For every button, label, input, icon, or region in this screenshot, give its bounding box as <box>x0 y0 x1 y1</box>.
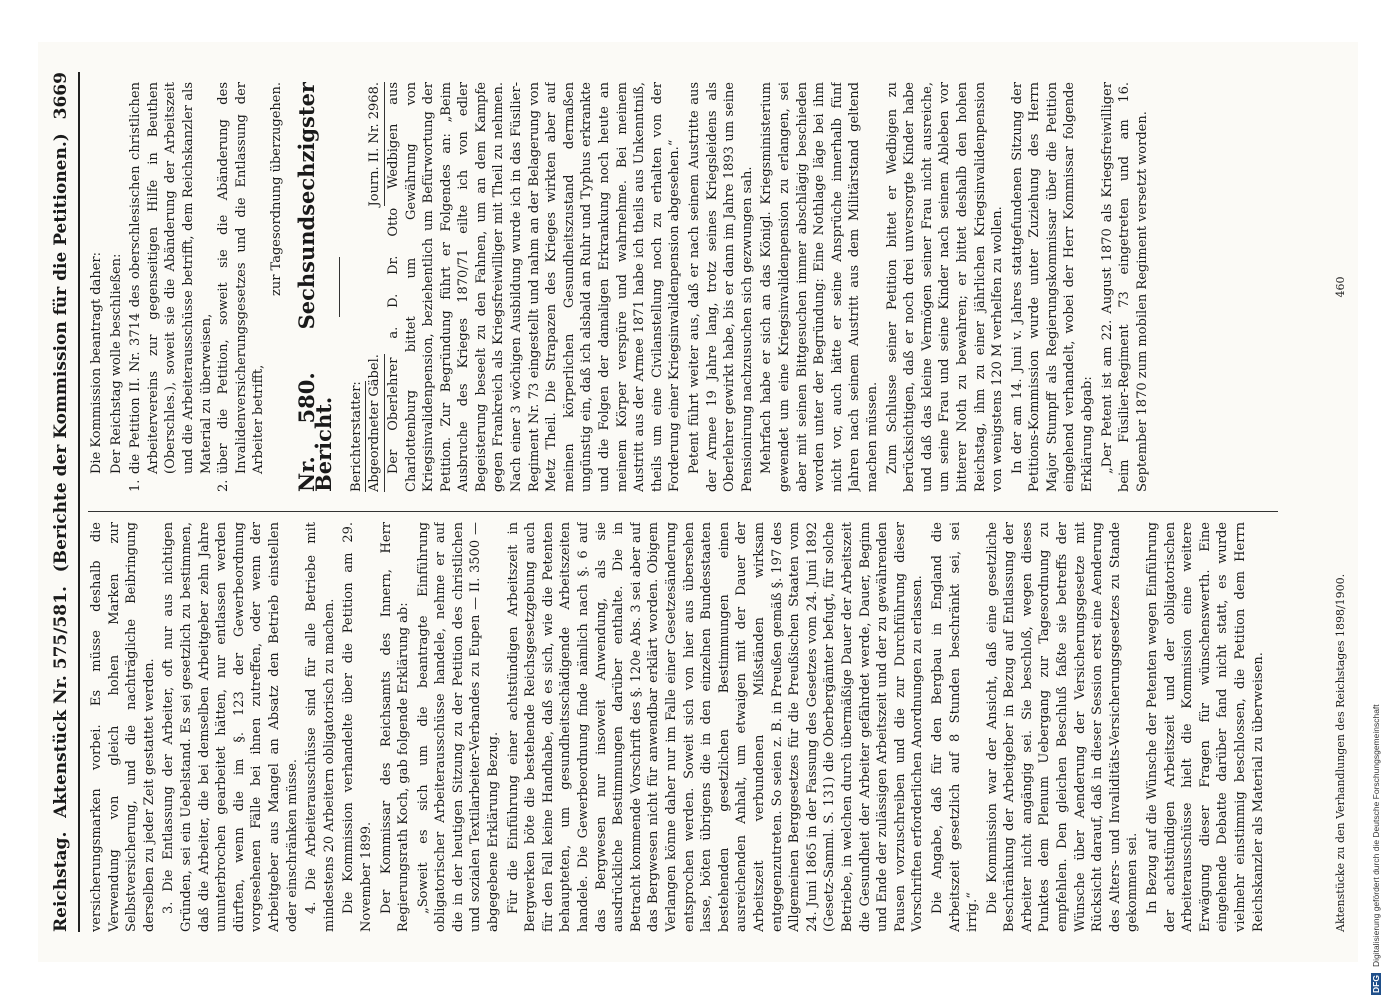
right-paragraph: Der Oberlehrer a. D. Dr. Otto Wedbigen aus Charlottenburg bittet um Gewährung von Kriegsinvalidenpension, beziehentlich um Befürwortung der Petition. Zur Begründung führt er Folgendes an: „Beim Ausbruche des Krieges 1870/71 eilte ich von edler Begeisterung beseelt zu den Fahnen, um an dem Kampfe gegen Frankreich als Kriegsfreiwilliger mit Theil zu nehmen. Nach einer 3 wöchigen Ausbildung wurde ich in das Füsilier-Regiment Nr. 73 eingestellt und nahm an der Belagerung von Metz Theil. Die Strapazen des Krieges wirkten aber auf meinen körperlichen Gesundheitszustand dermaßen ungünstig ein, daß ich alsbald an Ruhr und Typhus erkrankte und die Folgen der damaligen Erkrankung noch heute an meinem Körper verspüre und wahrnehme. Bei meinem Austritt aus der Armee 1871 habe ich theils aus Unkenntniß, theils um eine Civilanstellung noch zu erhalten von der Forderung einer Kriegsinvalidenpension abgesehen.“ <box>385 82 683 492</box>
reporter-label: Berichterstatter: <box>348 381 367 492</box>
left-paragraph: Der Kommissar des Reichsamts des Innern, Herr Regierungsrath Koch, gab folgende Erklärung ab: <box>378 522 412 932</box>
motion-item <box>127 82 215 492</box>
right-paragraph: Mehrfach habe er sich an das Königl. Kriegsministerium gewendet um eine Kriegsinvalidenpension zu erlangen, sei aber mit seinen Bittgesuchen immer abschlägig beschieden worden unter der Begründung: Eine Nothlage läge bei ihm nicht vor, auch hätte er seine Ansprüche innerhalb fünf Jahren nach seinem Austritt aus dem Militärstand geltend machen müssen. <box>759 82 880 492</box>
motion-number: 1. <box>128 479 144 492</box>
section-title: Sechsundsechzigster Bericht. <box>293 82 337 492</box>
scanned-page <box>38 42 1358 962</box>
right-column <box>88 82 1308 492</box>
header-rule <box>78 72 80 932</box>
header-center: Aktenstück Nr. 575/581. <box>51 586 71 818</box>
motion-text: die Petition II. Nr. 3714 des oberschlesischen christlichen Arbeitervereins zur gegenseitigen Hilfe in Beuthen (Oberschles.), soweit sie die Abänderung der Arbeitszeit und die Arbeiterausschüsse betrifft, dem Reichskanzler als Material zu überweisen, <box>128 82 214 474</box>
left-paragraph: 3. Die Entlassung der Arbeiter, oft nur aus nichtigen Gründen, sei ein Uebelstand. Es sei gesetzlich zu bestimmen, daß die Arbeiter, die bei demselben Arbeitgeber zehn Jahre ununterbrochen gearbeitet hätten, nur entlassen werden dürften, wenn die im §. 123 der Gewerbeordnung vorgesehenen Fälle bei ihnen zutreffen, oder wenn der Arbeitgeber aus Mangel an Absatz den Betrieb einstellen oder einschränken müsse. <box>161 522 300 932</box>
section-number: Nr. 580. <box>293 372 319 492</box>
header-right: (Berichte der Kommission für die Petitionen.) <box>51 133 71 573</box>
commission-intro: Die Kommission beantragt daher: <box>89 252 104 474</box>
left-paragraph: „Soweit es sich um die beantragte Einführung obligatorischer Arbeiterausschüsse handele, nehme er auf die in der heutigen Sitzung zu der Petition des christlichen und sozialen Textilarbeiter-Verbandes zu Eupen — II. 3500 — abgegebene Erklärung Bezug. <box>415 522 502 932</box>
reporter-name: Abgeordneter Gäbel. <box>366 354 385 492</box>
right-paragraph: In der am 14. Juni v. Jahres stattgefundenen Sitzung der Petitions-Kommission wurde unter Zuziehung des Herrn Major Stumpff als Regierungskommissar über die Petition eingehend verhandelt, wobei der Herr Kommissar folgende Erklärung abgab: <box>1009 82 1096 492</box>
header-page-number: 3669 <box>51 72 71 120</box>
left-paragraph: versicherungsmarken vorbei. Es müsse deshalb die Verwendung von gleich hohen Marken zur Selbstversicherung, und die nachträgliche Beibringung derselben zu jeder Zeit gestattet werden. <box>89 522 157 932</box>
motion-text: über die Petition, soweit sie die Abänderung des Invalidenversicherungsgesetzes und die Entlassung der Arbeiter betrifft, <box>216 82 267 474</box>
left-paragraph: Die Kommission verhandelte über die Petition am 29. November 1899. <box>341 522 374 932</box>
motion-number: 2. <box>216 479 232 492</box>
left-paragraph: 4. Die Arbeiterausschüsse sind für alle Betriebe mit mindestens 20 Arbeitern obligatorisch zu machen. <box>304 522 337 932</box>
page-signature: Aktenstücke zu den Verhandlungen des Reichstages 1898/1900. <box>1334 573 1347 932</box>
digitization-note <box>1371 10 1383 995</box>
page-header <box>48 72 74 932</box>
reporter-row <box>366 82 385 492</box>
right-paragraph: Zum Schlusse seiner Petition bittet er Wedbigen zu berücksichtigen, daß er noch drei unversorgte Kinder habe und daß das kleine Vermögen seiner Frau nicht ausreiche, um seine Frau und seine Kinder nach seinem Ableben vor bitterer Noth zu bewahren; er bittet deshalb den hohen Reichstag, ihm zu einer jährlichen Kriegsinvalidenpension von wenigstens 120 M verhelfen zu wollen. <box>884 82 1006 492</box>
rotated-document-page <box>38 42 1358 962</box>
folio-number: 460 <box>1334 276 1347 298</box>
funding-statement: Digitalisierung gefördert durch die Deutsche Forschungsgemeinschaft <box>1371 704 1381 968</box>
right-paragraph: Petent führt weiter aus, daß er nach seinem Austritte aus der Armee 19 Jahre lang, trotz seines Kriegsleidens als Oberlehrer gewirkt habe, bis er dann im Jahre 1893 um seine Pensionirung nachzusuchen sich gezwungen sah. <box>687 82 755 492</box>
heading-rule <box>339 257 340 317</box>
column-divider <box>88 511 1278 512</box>
journal-number: Journ. II. Nr. 2968. <box>366 82 385 206</box>
reporter-row <box>348 82 367 492</box>
dfg-badge: DFG <box>1371 975 1381 993</box>
left-paragraph: Die Angabe, daß für den Bergbau in England die Arbeitszeit gesetzlich auf 8 Stunden beschränkt sei, sei irrig.“ <box>929 522 981 932</box>
section-heading <box>293 82 337 492</box>
left-paragraph: Die Kommission war der Ansicht, daß eine gesetzliche Beschränkung der Arbeitgeber in Bezug auf Entlassung der Arbeiter nicht angängig sei. Sie beschloß, wegen dieses Punktes dem Plenum Uebergang zur Tagesordnung zu empfehlen. Den gleichen Beschluß faßte sie betreffs der Wünsche über Aenderung der Versicherungsgesetze mit Rücksicht darauf, daß in dieser Session erst eine Aenderung des Alters- und Invaliditäts-Versicherungsgesetzes zu Stande gekommen sei. <box>984 522 1141 932</box>
left-column <box>88 522 1328 932</box>
motion-item <box>215 82 268 492</box>
digitization-note-text <box>1371 10 1381 995</box>
left-paragraph: Für die Einführung einer achtstündigen Arbeitszeit in Bergwerken böte die bestehende Reichsgesetzgebung auch für den Fall keine Handhabe, daß es sich, wie die Petenten behaupteten, um gesundheitsschädigende Arbeitszeiten handele. Die Gewerbeordnung finde nämlich nach §. 6 auf das Bergwesen nur insoweit Anwendung, als sie ausdrückliche Bestimmungen darüber enthalte. Die in Betracht kommende Vorschrift des §. 120e Abs. 3 sei aber auf das Bergwesen nicht für anwendbar erklärt worden. Obigem Verlangen könne daher nur im Falle einer Gesetzesänderung entsprochen werden. Soweit sich von hier aus übersehen lasse, böten übrigens die in den einzelnen Bundesstaaten bestehenden gesetzlichen Bestimmungen einen ausreichenden Anhalt, um etwaigen mit der Dauer der Arbeitszeit verbundenen Mißständen wirksam entgegenzutreten. So seien z. B. in Preußen gemäß §. 197 des Allgemeinen Berggesetzes für die Preußischen Staaten vom 24. Juni 1865 in der Fassung des Gesetzes vom 24. Juni 1892 (Gesetz-Samml. S. 131) die Oberbergämter befugt, für solche Betriebe, in welchen durch übermäßige Dauer der Arbeitszeit die Gesundheit der Arbeiter gefährdet werde, Dauer, Beginn und Ende der zulässigen Arbeitszeit und der zu gewährenden Pausen vorzuschreiben und die zur Durchführung dieser Vorschriften erforderlichen Anordnungen zu erlassen. <box>505 522 926 932</box>
commission-intro: Der Reichstag wolle beschließen: <box>108 253 124 474</box>
motion-closing: zur Tagesordnung überzugehen. <box>268 82 284 297</box>
right-paragraph: „Der Petent ist am 22. August 1870 als Kriegsfreiwilliger beim Füsilier-Regiment 73 eingetreten und am 16. September 1870 zum mobilen Regiment versetzt worden. <box>1099 82 1150 492</box>
header-left: Reichstag. <box>51 831 71 932</box>
left-paragraph: In Bezug auf die Wünsche der Petenten wegen Einführung der achtstündigen Arbeitszeit und der obligatorischen Arbeiterausschüsse hielt die Kommission eine weitere Erwägung dieser Fragen für wünschenswerth. Eine eingehende Debatte darüber fand nicht statt, es wurde vielmehr einstimmig beschlossen, die Petition dem Herrn Reichskanzler als Material zu überweisen. <box>1145 522 1266 932</box>
